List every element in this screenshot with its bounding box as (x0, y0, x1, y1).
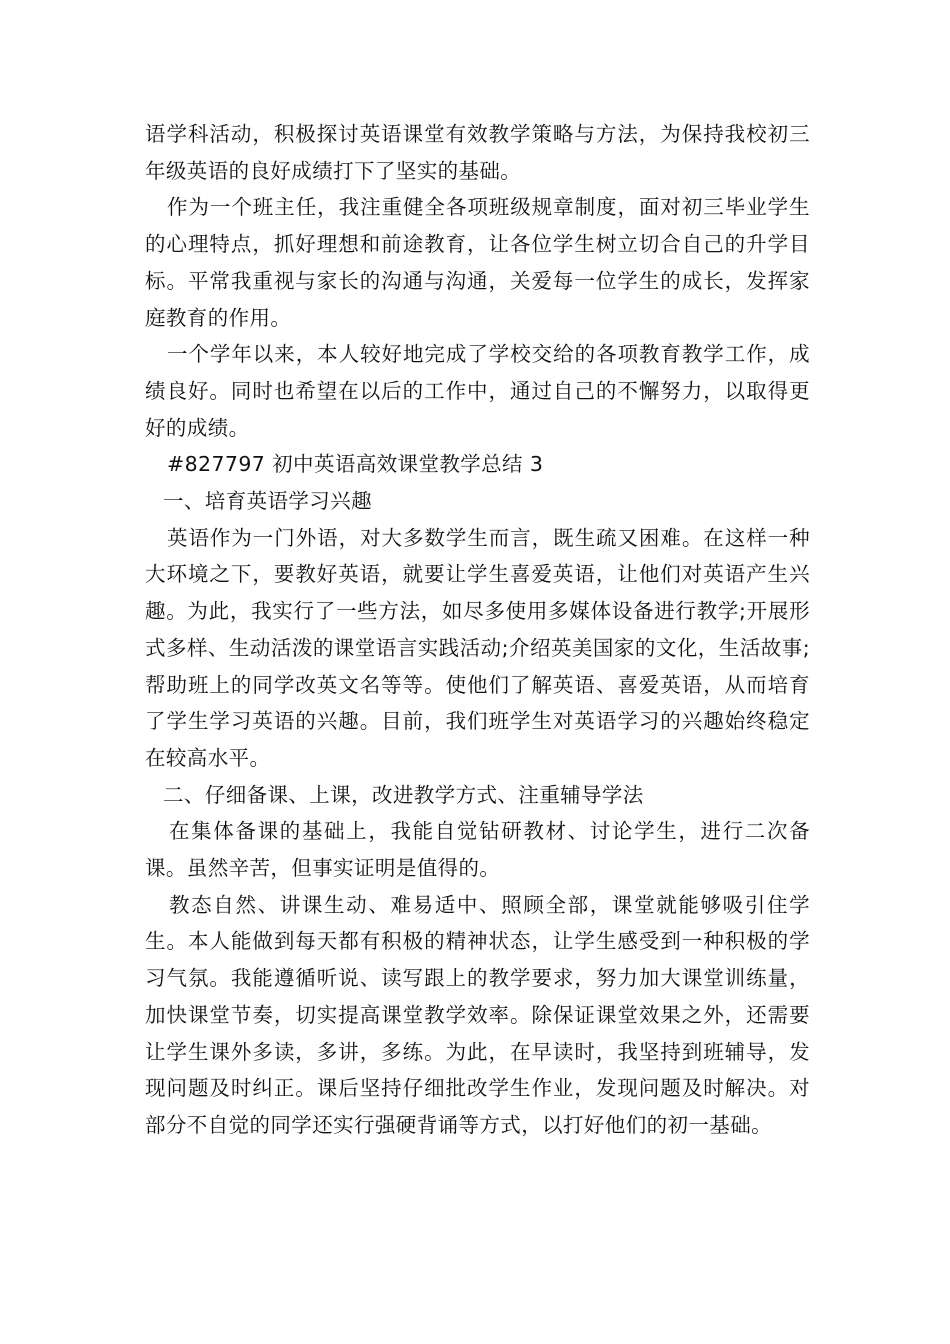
document-page (145, 116, 810, 1144)
paragraph-continuation: 语学科活动，积极探讨英语课堂有效教学策略与方法，为保持我校初三年级英语的良好成绩打下了坚实的基础。 (145, 122, 810, 183)
paragraph-teaching-manner: 教态自然、讲课生动、难易适中、照顾全部，课堂就能够吸引住学生。本人能做到每天都有积极的精神状态，让学生感受到一种积极的学习气氛。我能遵循听说、读写跟上的教学要求，努力加大课堂训练量，加快课堂节奏，切实提高课堂教学效率。除保证课堂效果之外，还需要让学生课外多读，多讲，多练。为此，在早读时，我坚持到班辅导，发现问题及时纠正。课后坚持仔细批改学生作业，发现问题及时解决。对部分不自觉的同学还实行强硬背诵等方式，以打好他们的初一基础。 (145, 892, 810, 1137)
heading-two: 二、仔细备课、上课，改进教学方式、注重辅导学法 (163, 782, 644, 807)
paragraph-interest: 英语作为一门外语，对大多数学生而言，既生疏又困难。在这样一种大环境之下，要教好英语，就要让学生喜爱英语，让他们对英语产生兴趣。为此，我实行了一些方法，如尽多使用多媒体设备进行教学;开展形式多样、生动活泼的课堂语言实践活动;介绍英美国家的文化，生活故事;帮助班上的同学改英文名等等。使他们了解英语、喜爱英语，从而培育了学生学习英语的兴趣。目前，我们班学生对英语学习的兴趣始终稳定在较高水平。 (145, 525, 810, 770)
paragraph-class-teacher: 作为一个班主任，我注重健全各项班级规章制度，面对初三毕业学生的心理特点，抓好理想和前途教育，让各位学生树立切合自己的升学目标。平常我重视与家长的沟通与沟通，关爱每一位学生的成长，发挥家庭教育的作用。 (145, 195, 810, 330)
section-title: #827797 初中英语高效课堂教学总结 3 (167, 452, 544, 477)
paragraph-lesson-prep: 在集体备课的基础上，我能自觉钻研教材、讨论学生，进行二次备课。虽然辛苦，但事实证明是值得的。 (145, 819, 810, 881)
paragraph-conclusion: 一个学年以来，本人较好地完成了学校交给的各项教育教学工作，成绩良好。同时也希望在以后的工作中，通过自己的不懈努力，以取得更好的成绩。 (145, 342, 810, 440)
heading-one: 一、培育英语学习兴趣 (163, 489, 372, 514)
